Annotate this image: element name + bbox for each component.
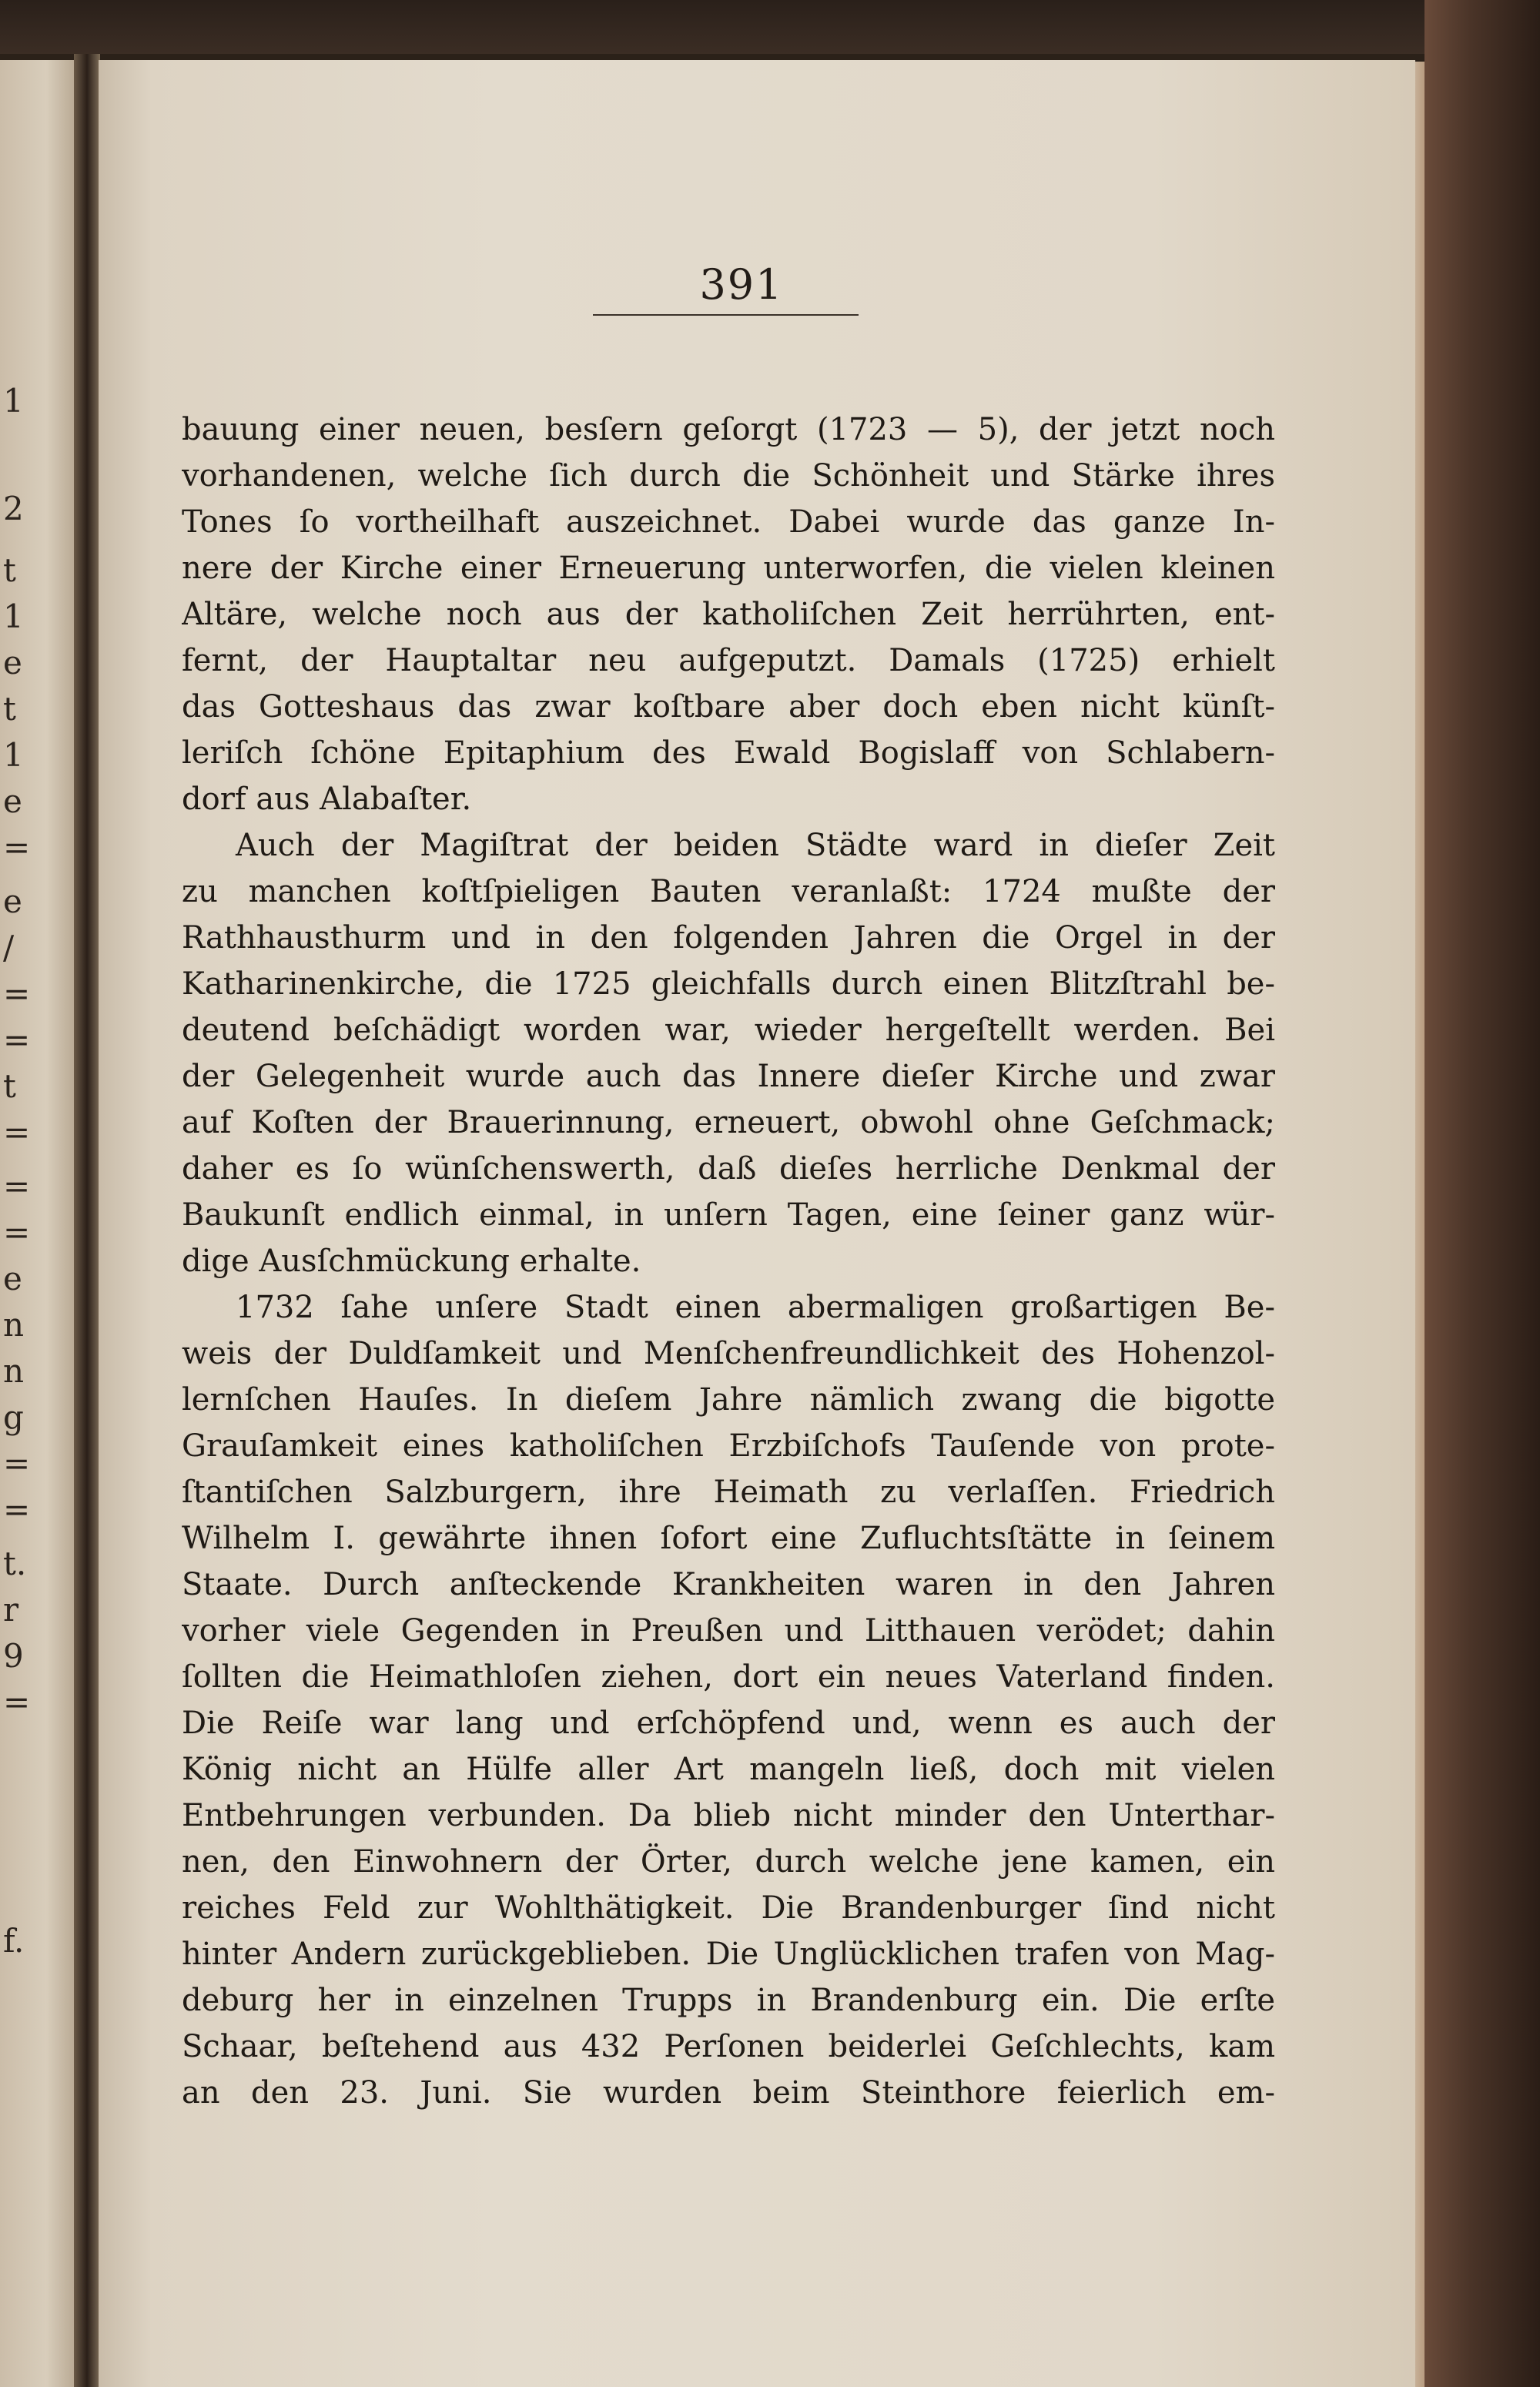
text-line: lernſchen Hauſes. In dieſem Jahre nämlich zwang die bigotte — [182, 1382, 1275, 1418]
text-line: Katharinenkirche, die 1725 gleichfalls durch einen Blitzſtrahl be- — [182, 966, 1275, 1002]
text-line: Baukunſt endlich einmal, in unſern Tagen, eine ſeiner ganz wür- — [182, 1197, 1275, 1233]
text-line: Auch der Magiſtrat der beiden Städte ward in dieſer Zeit — [236, 828, 1275, 863]
text-line: leriſch ſchöne Epitaphium des Ewald Bogislaff von Schlabern- — [182, 735, 1275, 771]
text-line: Schaar, beſtehend aus 432 Perſonen beiderlei Geſchlechts, kam — [182, 2029, 1275, 2064]
left-fragment: / — [3, 929, 15, 966]
left-fragment: 1 — [3, 598, 24, 635]
text-line: König nicht an Hülfe aller Art mangeln ließ, doch mit vielen — [182, 1752, 1275, 1787]
text-line: reiches Feld zur Wohlthätigkeit. Die Brandenburger ſind nicht — [182, 1890, 1275, 1926]
left-fragment: e — [3, 782, 22, 820]
text-line: dorf aus Alabaſter. — [182, 782, 472, 817]
left-fragment: = — [3, 975, 31, 1013]
left-fragment: e — [3, 882, 22, 920]
header-rule — [593, 314, 859, 316]
text-line: vorher viele Gegenden in Preußen und Litthauen verödet; dahin — [182, 1613, 1275, 1649]
left-fragment: 1 — [3, 382, 24, 420]
text-line: deutend beſchädigt worden war, wieder hergeſtellt werden. Bei — [182, 1013, 1275, 1048]
left-fragment: 2 — [3, 490, 24, 527]
text-line: hinter Andern zurückgeblieben. Die Unglücklichen trafen von Mag- — [182, 1937, 1275, 1972]
book-gutter — [74, 54, 100, 2387]
text-line: Altäre, welche noch aus der katholiſchen Zeit herrührten, ent- — [182, 597, 1275, 632]
left-fragment: = — [3, 1167, 31, 1205]
left-fragment: t — [3, 690, 16, 728]
text-line: bauung einer neuen, besſern geſorgt (1723 — 5), der jetzt noch — [182, 412, 1275, 447]
text-line: fernt, der Hauptaltar neu aufgeputzt. Damals (1725) erhielt — [182, 643, 1275, 678]
text-line: Grauſamkeit eines katholiſchen Erzbiſchofs Tauſende von prote- — [182, 1428, 1275, 1464]
text-line: Tones ſo vortheilhaft auszeichnet. Dabei wurde das ganze In- — [182, 504, 1275, 540]
text-line: zu manchen koſtſpieligen Bauten veranlaßt: 1724 mußte der — [182, 874, 1275, 909]
left-fragment: t — [3, 1067, 16, 1105]
text-line: ſollten die Heimathloſen ziehen, dort ein neues Vaterland finden. — [182, 1659, 1275, 1695]
left-fragment: = — [3, 1491, 31, 1528]
left-fragment: f. — [3, 1922, 25, 1960]
left-fragment: = — [3, 829, 31, 866]
text-line: weis der Duldſamkeit und Menſchenfreundlichkeit des Hohenzol- — [182, 1336, 1275, 1371]
book-page — [99, 60, 1415, 2387]
left-fragment: = — [3, 1683, 31, 1721]
text-line: an den 23. Juni. Sie wurden beim Steinthore feierlich em- — [182, 2075, 1275, 2111]
left-fragment: = — [3, 1214, 31, 1251]
text-line: der Gelegenheit wurde auch das Innere dieſer Kirche und zwar — [182, 1059, 1275, 1094]
left-fragment: = — [3, 1021, 31, 1059]
left-fragment: e — [3, 1260, 22, 1297]
left-fragment: n — [3, 1306, 25, 1344]
left-page-fragments — [3, 60, 65, 2387]
left-fragment: g — [3, 1398, 24, 1436]
left-fragment: 1 — [3, 736, 24, 774]
text-line: vorhandenen, welche ſich durch die Schönheit und Stärke ihres — [182, 458, 1275, 494]
left-fragment: r — [3, 1591, 19, 1629]
text-line: nere der Kirche einer Erneuerung unterworfen, die vielen kleinen — [182, 551, 1275, 586]
text-line: deburg her in einzelnen Trupps in Brandenburg ein. Die erſte — [182, 1983, 1275, 2018]
left-fragment: = — [3, 1445, 31, 1482]
text-line: Entbehrungen verbunden. Da blieb nicht minder den Unterthar- — [182, 1798, 1275, 1833]
page-number: 391 — [699, 260, 784, 309]
left-fragment: n — [3, 1352, 25, 1390]
body-text — [182, 407, 1275, 2111]
text-line: nen, den Einwohnern der Örter, durch welche jene kamen, ein — [182, 1844, 1275, 1880]
left-fragment: 9 — [3, 1637, 24, 1675]
text-line: auf Koſten der Brauerinnung, erneuert, obwohl ohne Geſchmack; — [182, 1105, 1275, 1140]
left-fragment: = — [3, 1113, 31, 1151]
left-fragment: t. — [3, 1545, 27, 1582]
text-line: 1732 ſahe unſere Stadt einen abermaligen großartigen Be- — [236, 1290, 1275, 1325]
left-fragment: e — [3, 644, 22, 681]
book-cover-top-edge — [0, 0, 1540, 54]
text-line: das Gotteshaus das zwar koſtbare aber doch eben nicht künſt- — [182, 689, 1275, 725]
left-fragment: t — [3, 551, 16, 589]
text-line: Staate. Durch anſteckende Krankheiten waren in den Jahren — [182, 1567, 1275, 1602]
text-line: dige Ausſchmückung erhalte. — [182, 1244, 641, 1279]
text-line: Die Reiſe war lang und erſchöpfend und, wenn es auch der — [182, 1706, 1275, 1741]
book-cover-right-edge — [1424, 0, 1540, 2387]
text-line: ſtantiſchen Salzburgern, ihre Heimath zu verlaſſen. Friedrich — [182, 1475, 1275, 1510]
text-line: Wilhelm I. gewährte ihnen ſofort eine Zufluchtsſtätte in ſeinem — [182, 1521, 1275, 1556]
text-line: daher es ſo wünſchenswerth, daß dieſes herrliche Denkmal der — [182, 1151, 1275, 1187]
text-line: Rathhausthurm und in den folgenden Jahren die Orgel in der — [182, 920, 1275, 956]
